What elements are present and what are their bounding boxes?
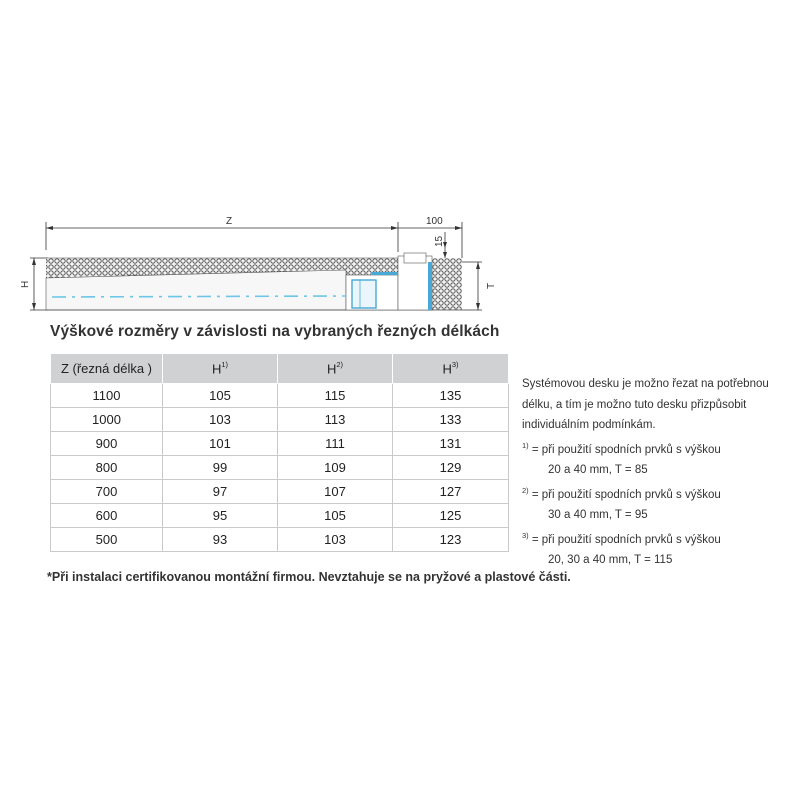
cell-h1: 95 bbox=[163, 504, 278, 528]
height-dimensions-table bbox=[50, 353, 509, 552]
cell-h3: 135 bbox=[393, 384, 509, 408]
notes-panel bbox=[522, 374, 792, 571]
label-t: T bbox=[486, 282, 497, 289]
table-row bbox=[51, 384, 509, 408]
cell-h3: 129 bbox=[393, 456, 509, 480]
table-row bbox=[51, 528, 509, 552]
header-h3: $H^{3)}$ bbox=[393, 354, 509, 384]
cell-h2: 111 bbox=[278, 432, 393, 456]
cell-h1: 105 bbox=[163, 384, 278, 408]
cell-z: 600 bbox=[51, 504, 163, 528]
cell-h3: 127 bbox=[393, 480, 509, 504]
note-item-3-detail: 20, 30 a 40 mm, T = 115 bbox=[548, 554, 673, 566]
cell-h2: 105 bbox=[278, 504, 393, 528]
cell-h1: 93 bbox=[163, 528, 278, 552]
footnote: *Při instalaci certifikovanou montážní firmou. Nevztahuje se na pryžové a plastové části. bbox=[47, 570, 571, 584]
cell-h1: 97 bbox=[163, 480, 278, 504]
cell-h3: 131 bbox=[393, 432, 509, 456]
table-row bbox=[51, 456, 509, 480]
note-item-1: $^{1)}$ = při použití spodních prvků s výškou bbox=[522, 440, 721, 456]
cell-h2: 115 bbox=[278, 384, 393, 408]
note-intro-line: délku, a tím je možno tuto desku přizpůsobit bbox=[522, 398, 747, 411]
table-row bbox=[51, 480, 509, 504]
cell-z: 1000 bbox=[51, 408, 163, 432]
label-100: 100 bbox=[426, 216, 443, 227]
table-row bbox=[51, 504, 509, 528]
note-marker: 1) bbox=[522, 440, 529, 450]
cell-h2: 103 bbox=[278, 528, 393, 552]
cell-h3: 123 bbox=[393, 528, 509, 552]
note-item-1-detail: 20 a 40 mm, T = 85 bbox=[548, 464, 648, 476]
cell-h1: 101 bbox=[163, 432, 278, 456]
note-intro-line: Systémovou desku je možno řezat na potřebnou bbox=[522, 378, 769, 390]
label-z: Z bbox=[226, 216, 233, 227]
dimension-100 bbox=[398, 216, 462, 258]
note-marker: 2) bbox=[522, 485, 529, 495]
cell-z: 700 bbox=[51, 480, 163, 504]
section-heading: Výškové rozměry v závislosti na vybraných řezných délkách bbox=[50, 323, 500, 340]
cell-h3: 125 bbox=[393, 504, 509, 528]
cell-h1: 103 bbox=[163, 408, 278, 432]
label-15: 15 bbox=[434, 235, 445, 247]
note-intro-line: individuálním podmínkám. bbox=[522, 419, 656, 431]
note-item-2: $^{2)}$ = při použití spodních prvků s výškou bbox=[522, 485, 721, 501]
note-item-3: $^{3)}$ = při použití spodních prvků s výškou bbox=[522, 530, 721, 546]
header-h1: $H^{1)}$ bbox=[163, 354, 278, 384]
cell-z: 1100 bbox=[51, 384, 163, 408]
cell-h1: 99 bbox=[163, 456, 278, 480]
dimension-15 bbox=[434, 232, 447, 258]
cross-section-diagram bbox=[0, 205, 800, 317]
header-z: Z (řezná délka ) bbox=[51, 354, 163, 384]
dimension-h bbox=[20, 258, 48, 310]
table-header-row bbox=[51, 354, 509, 384]
cell-h3: 133 bbox=[393, 408, 509, 432]
table-row bbox=[51, 408, 509, 432]
table-row bbox=[51, 432, 509, 456]
dimension-t bbox=[462, 262, 497, 310]
note-item-2-detail: 30 a 40 mm, T = 95 bbox=[548, 509, 648, 521]
cell-h2: 113 bbox=[278, 408, 393, 432]
label-h: H bbox=[20, 280, 31, 288]
cell-h2: 109 bbox=[278, 456, 393, 480]
cell-z: 500 bbox=[51, 528, 163, 552]
cell-h2: 107 bbox=[278, 480, 393, 504]
dimension-z bbox=[46, 216, 398, 252]
cell-z: 800 bbox=[51, 456, 163, 480]
cell-z: 900 bbox=[51, 432, 163, 456]
note-marker: 3) bbox=[522, 530, 529, 540]
header-h2: $H^{2)}$ bbox=[278, 354, 393, 384]
